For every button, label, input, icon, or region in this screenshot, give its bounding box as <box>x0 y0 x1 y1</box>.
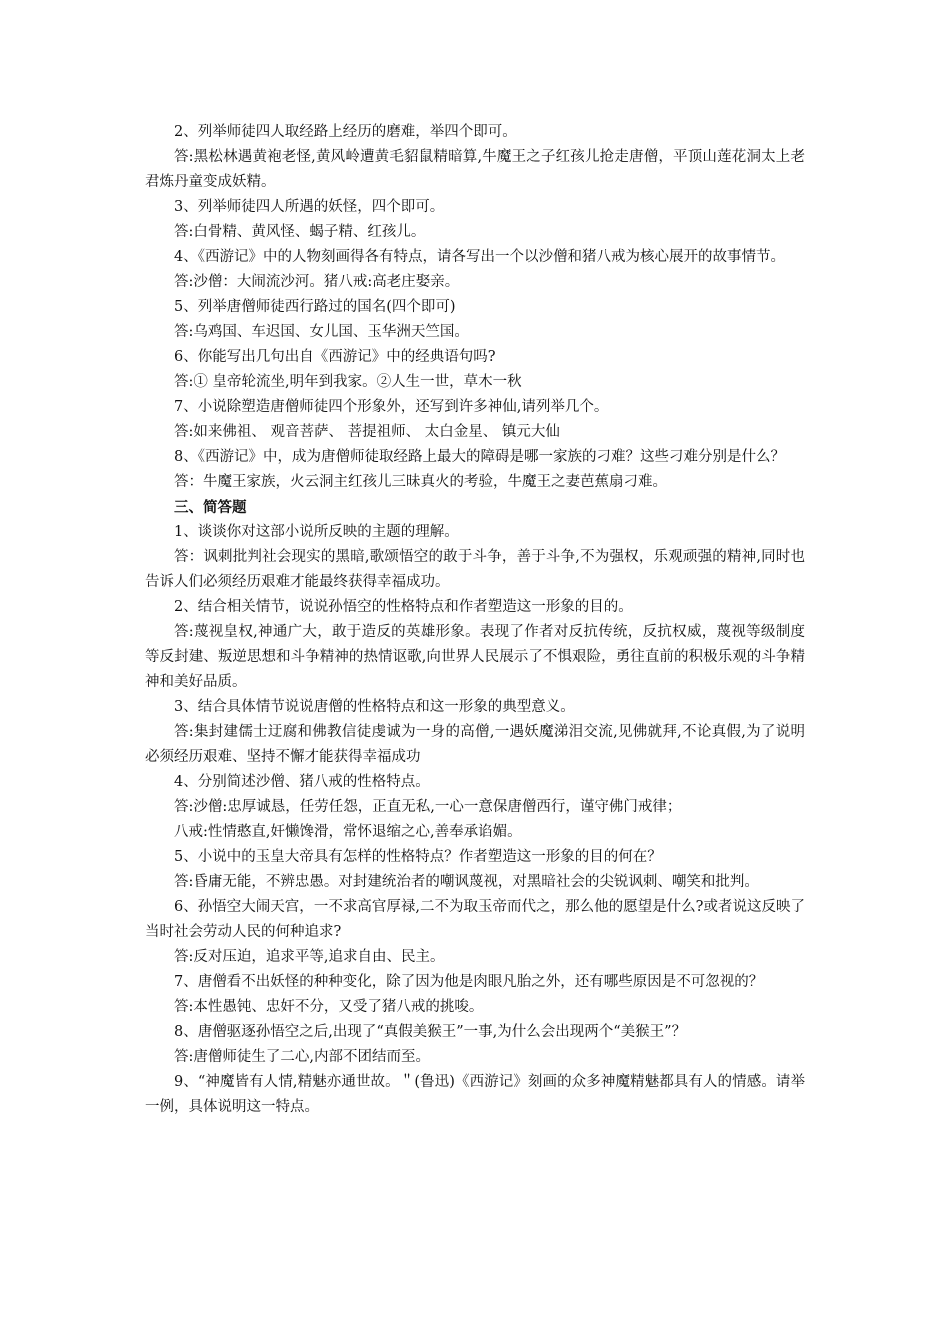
answer-paragraph: 答：讽刺批判社会现实的黑暗,歌颂悟空的敢于斗争，善于斗争,不为强权，乐观顽强的精神,同时也告诉人们必须经历艰难才能最终获得幸福成功。 <box>145 549 805 590</box>
question-paragraph: 2、列举师徒四人取经路上经历的磨难，举四个即可。 <box>174 124 517 140</box>
question-paragraph: 7、小说除塑造唐僧师徒四个形象外，还写到许多神仙,请列举几个。 <box>174 399 609 415</box>
question-paragraph: 2、结合相关情节，说说孙悟空的性格特点和作者塑造这一形象的目的。 <box>174 599 633 615</box>
question-paragraph: 3、结合具体情节说说唐僧的性格特点和这一形象的典型意义。 <box>174 699 575 715</box>
question-paragraph: 7、唐僧看不出妖怪的种种变化，除了因为他是肉眼凡胎之外，还有哪些原因是不可忽视的？ <box>174 974 764 990</box>
question-paragraph: 6、你能写出几句出自《西游记》中的经典语句吗? <box>174 349 496 365</box>
question-paragraph: 9、“神魔皆有人情,精魅亦通世故。＂(鲁迅)《西游记》刻画的众多神魔精魅都具有人的情感。请举一例，具体说明这一特点。 <box>145 1074 805 1115</box>
question-paragraph: 5、小说中的玉皇大帝具有怎样的性格特点？作者塑造这一形象的目的何在？ <box>174 849 662 865</box>
answer-paragraph: 答:唐僧师徒生了二心,内部不团结而至。 <box>174 1049 430 1065</box>
question-paragraph: 6、孙悟空大闹天宫，一不求高官厚禄,二不为取玉帝而代之，那么他的愿望是什么?或者说这反映了当时社会劳动人民的何种追求? <box>145 899 805 940</box>
answer-paragraph: 答:白骨精、黄风怪、蝎子精、红孩儿。 <box>174 224 426 240</box>
answer-paragraph: 答：牛魔王家族，火云洞主红孩儿三昧真火的考验，牛魔王之妻芭蕉扇刁难。 <box>174 474 667 490</box>
section-heading: 三、简答题 <box>174 499 247 516</box>
question-paragraph: 1、谈谈你对这部小说所反映的主题的理解。 <box>174 524 459 540</box>
answer-paragraph: 答:集封建儒士迂腐和佛教信徒虔诚为一身的高僧,一遇妖魔涕泪交流,见佛就拜,不论真假,为了说明必须经历艰难、坚持不懈才能获得幸福成功 <box>145 724 805 765</box>
question-paragraph: 5、列举唐僧师徒西行路过的国名(四个即可) <box>174 299 456 315</box>
question-paragraph: 4、《西游记》中的人物刻画得各有特点，请各写出一个以沙僧和猪八戒为核心展开的故事情节。 <box>174 249 785 265</box>
question-paragraph: 8、唐僧驱逐孙悟空之后,出现了“真假美猴王”一事,为什么会出现两个“美猴王”？ <box>174 1024 687 1040</box>
answer-paragraph: 答:蔑视皇权,神通广大，敢于造反的英雄形象。表现了作者对反抗传统，反抗权威，蔑视等级制度等反封建、叛逆思想和斗争精神的热情讴歌,向世界人民展示了不惧艰险，勇往直前的积极乐观的斗争精神和美好品质。 <box>145 624 805 690</box>
question-paragraph: 4、分别简述沙僧、猪八戒的性格特点。 <box>174 774 430 790</box>
question-paragraph: 3、列举师徒四人所遇的妖怪，四个即可。 <box>174 199 445 215</box>
question-paragraph: 8、《西游记》中，成为唐僧师徒取经路上最大的障碍是哪一家族的刁难？这些刁难分别是什么？ <box>174 449 785 465</box>
answer-paragraph: 答:沙僧：大闹流沙河。猪八戒:高老庄娶亲。 <box>174 274 460 290</box>
answer-paragraph: 答:沙僧:忠厚诚恳，任劳任怨，正直无私,一心一意保唐僧西行，谨守佛门戒律； <box>174 799 682 815</box>
answer-paragraph: 答:① 皇帝轮流坐,明年到我家。②人生一世，草木一秋 <box>174 374 522 390</box>
document-body <box>145 120 805 1120</box>
answer-paragraph: 八戒:性情憨直,奸懒馋滑，常怀退缩之心,善奉承谄媚。 <box>174 824 522 840</box>
answer-paragraph: 答:黑松林遇黄袍老怪,黄风岭遭黄毛貂鼠精暗算,牛魔王之子红孩儿抢走唐僧，平顶山莲花洞太上老君炼丹童变成妖精。 <box>145 149 805 190</box>
answer-paragraph: 答:本性愚钝、忠奸不分，又受了猪八戒的挑唆。 <box>174 999 484 1015</box>
answer-paragraph: 答:反对压迫，追求平等,追求自由、民主。 <box>174 949 445 965</box>
answer-paragraph: 答:如来佛祖、 观音菩萨、 菩提祖师、 太白金星、 镇元大仙 <box>174 424 560 440</box>
answer-paragraph: 答:乌鸡国、车迟国、女儿国、玉华洲天竺国。 <box>174 324 469 340</box>
answer-paragraph: 答:昏庸无能，不辨忠愚。对封建统治者的嘲讽蔑视，对黑暗社会的尖锐讽刺、嘲笑和批判。 <box>174 874 759 890</box>
